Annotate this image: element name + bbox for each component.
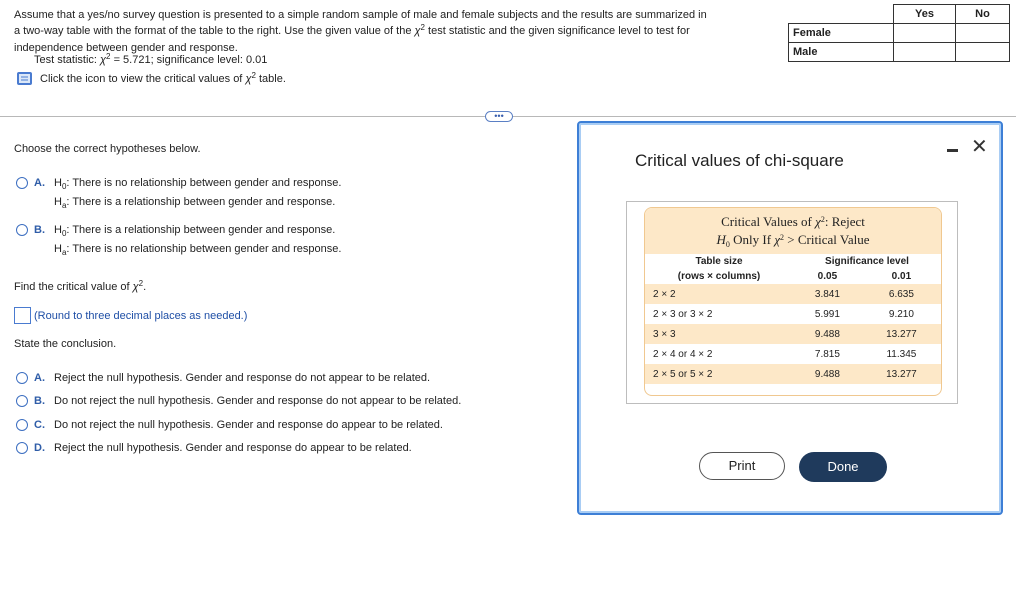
radio-button[interactable] <box>16 442 28 454</box>
col-yes: Yes <box>894 5 956 24</box>
conclusion-option-d[interactable] <box>16 439 412 457</box>
option-text: Do not reject the null hypothesis. Gender and response do appear to be related. <box>54 419 443 431</box>
cell-size: 2 × 2 <box>653 288 676 300</box>
cell-size: 2 × 3 or 3 × 2 <box>653 308 713 320</box>
conclusion-prompt: State the conclusion. <box>14 338 117 350</box>
dialog-title: Critical values of chi-square <box>635 151 844 170</box>
cell-001: 13.277 <box>886 368 917 380</box>
table-row <box>645 344 941 364</box>
cell-size: 3 × 3 <box>653 328 676 340</box>
hypotheses-prompt: Choose the correct hypotheses below. <box>14 143 201 155</box>
cell-001: 9.210 <box>888 308 914 320</box>
col-005: 0.05 <box>817 271 838 282</box>
cell <box>894 24 956 43</box>
cell <box>894 43 956 62</box>
critical-values-dialog <box>577 121 1003 515</box>
option-text: $H_0$: There is no relationship between gender and response. $H_a$: There is a relationship between gender and response. <box>54 177 342 210</box>
table-row <box>645 284 941 304</box>
col-no: No <box>956 5 1010 24</box>
option-letter: B. <box>34 224 45 236</box>
table-corner <box>789 5 894 24</box>
cell-005: 9.488 <box>814 368 840 380</box>
question-text <box>14 7 749 56</box>
col-rows-cols: (rows × columns) <box>677 271 761 282</box>
two-way-table <box>788 4 1010 62</box>
option-letter: A. <box>34 177 45 189</box>
option-letter: D. <box>34 442 45 454</box>
radio-button[interactable] <box>16 177 28 189</box>
cell-size: 2 × 5 or 5 × 2 <box>653 368 713 380</box>
col-001: 0.01 <box>891 271 912 282</box>
hypothesis-option-a[interactable] <box>16 174 341 212</box>
critical-values-table <box>645 254 941 384</box>
critical-table-card <box>644 207 942 396</box>
critical-table-frame <box>626 201 958 404</box>
cell <box>956 24 1010 43</box>
option-letter: B. <box>34 395 45 407</box>
row-male: Male <box>789 43 894 62</box>
done-button[interactable]: Done <box>799 452 887 482</box>
option-text: Reject the null hypothesis. Gender and response do not appear to be related. <box>54 372 431 384</box>
option-text: Do not reject the null hypothesis. Gender and response do not appear to be related. <box>54 395 462 407</box>
test-statistic-line: Test statistic: $\chi^2 = 5.721$; significance level: 0.01 <box>34 52 268 66</box>
table-row <box>645 304 941 324</box>
col-significance: Significance level <box>825 256 909 267</box>
option-letter: C. <box>34 419 45 431</box>
close-icon[interactable]: ✕ <box>971 136 988 158</box>
question-line-3: independence between gender and response. <box>14 42 238 54</box>
table-row <box>645 324 941 344</box>
cell-005: 9.488 <box>814 328 840 340</box>
cell-005: 3.841 <box>814 288 840 300</box>
cell-005: 7.815 <box>814 348 840 360</box>
option-text: $H_0$: There is a relationship between gender and response. $H_a$: There is no relationship between gender and response. <box>54 224 342 257</box>
cell <box>956 43 1010 62</box>
conclusion-option-a[interactable] <box>16 369 430 387</box>
icon-instruction: Click the icon to view the critical values of $\chi^2$ table. <box>40 71 286 85</box>
radio-button[interactable] <box>16 419 28 431</box>
cell-001: 6.635 <box>888 288 914 300</box>
col-table-size: Table size <box>695 256 743 267</box>
radio-button[interactable] <box>16 372 28 384</box>
row-female: Female <box>789 24 894 43</box>
radio-button[interactable] <box>16 395 28 407</box>
question-line-2: a two-way table with the format of the table to the right. Use the given value of the $\chi^2$ test statistic and the given significance level to test for <box>14 23 690 37</box>
option-letter: A. <box>34 372 45 384</box>
critical-prompt: Find the critical value of $\chi^2$. <box>14 279 147 293</box>
conclusion-option-b[interactable] <box>16 392 461 410</box>
cell-001: 11.345 <box>886 348 917 360</box>
cell-005: 5.991 <box>814 308 840 320</box>
more-button[interactable]: ••• <box>485 111 513 122</box>
conclusion-option-c[interactable] <box>16 416 443 434</box>
book-icon[interactable] <box>16 71 34 87</box>
round-hint: (Round to three decimal places as needed.) <box>34 310 248 322</box>
radio-button[interactable] <box>16 224 28 236</box>
critical-table-header: Critical Values of $\chi^2$: Reject $H_0$ Only If $\chi^2$ > Critical Value <box>645 208 941 254</box>
option-text: Reject the null hypothesis. Gender and response do appear to be related. <box>54 442 412 454</box>
minimize-icon[interactable] <box>947 149 958 152</box>
cell-001: 13.277 <box>886 328 917 340</box>
hypothesis-option-b[interactable] <box>16 221 341 259</box>
question-line-1: Assume that a yes/no survey question is presented to a simple random sample of male and female subjects and the results are summarized in <box>14 9 707 21</box>
print-button[interactable]: Print <box>699 452 785 480</box>
cell-size: 2 × 4 or 4 × 2 <box>653 348 713 360</box>
chi-square-table-link[interactable] <box>16 71 286 87</box>
critical-value-input[interactable] <box>14 307 31 324</box>
table-row <box>645 364 941 384</box>
